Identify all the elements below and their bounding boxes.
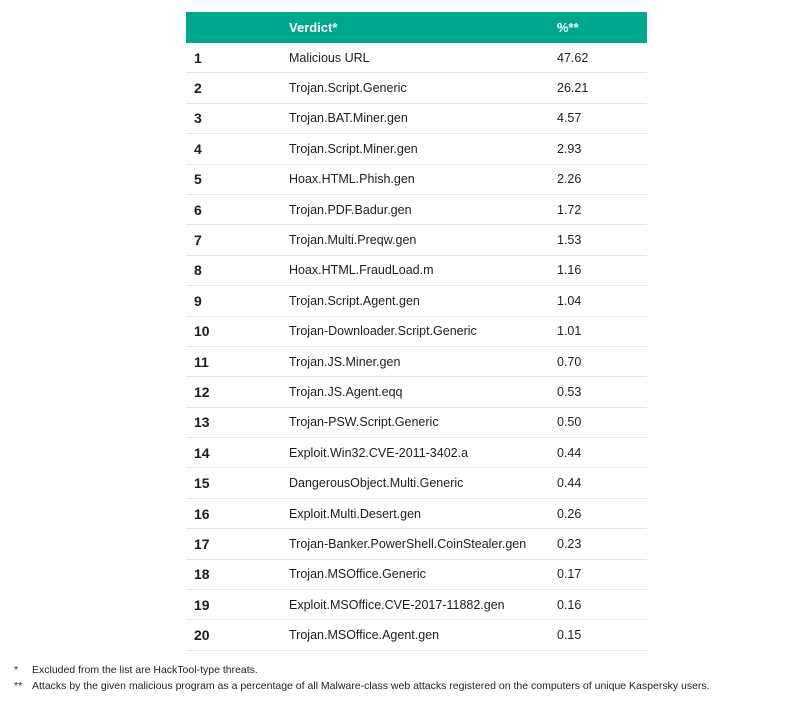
table-row: [186, 438, 647, 468]
table-row: [186, 73, 647, 103]
row-verdict: Exploit.MSOffice.CVE-2017-11882.gen: [289, 590, 557, 620]
row-verdict: Exploit.Win32.CVE-2011-3402.a: [289, 438, 557, 468]
row-rank: 3: [186, 103, 289, 133]
row-rank: 17: [186, 529, 289, 559]
row-rank: 20: [186, 620, 289, 650]
row-rank: 5: [186, 164, 289, 194]
row-verdict: Malicious URL: [289, 43, 557, 73]
row-verdict: Hoax.HTML.Phish.gen: [289, 164, 557, 194]
row-percent: 1.72: [557, 194, 647, 224]
row-percent: 0.44: [557, 438, 647, 468]
row-rank: 11: [186, 346, 289, 376]
row-verdict: Exploit.Multi.Desert.gen: [289, 498, 557, 528]
row-verdict: Trojan-Banker.PowerShell.CoinStealer.gen: [289, 529, 557, 559]
table-row: [186, 377, 647, 407]
table-row: [186, 194, 647, 224]
row-percent: 26.21: [557, 73, 647, 103]
row-percent: 2.93: [557, 134, 647, 164]
row-rank: 9: [186, 286, 289, 316]
row-verdict: Hoax.HTML.FraudLoad.m: [289, 255, 557, 285]
row-verdict: DangerousObject.Multi.Generic: [289, 468, 557, 498]
footnote-mark: **: [14, 680, 23, 692]
row-percent: 0.15: [557, 620, 647, 650]
table-row: [186, 468, 647, 498]
row-rank: 15: [186, 468, 289, 498]
row-verdict: Trojan.Script.Generic: [289, 73, 557, 103]
row-percent: 0.17: [557, 559, 647, 589]
footnotes: [14, 662, 804, 694]
row-verdict: Trojan.Multi.Preqw.gen: [289, 225, 557, 255]
row-rank: 16: [186, 498, 289, 528]
row-rank: 8: [186, 255, 289, 285]
row-rank: 7: [186, 225, 289, 255]
header-rank: [186, 12, 289, 43]
table-row: [186, 43, 647, 73]
row-percent: 0.26: [557, 498, 647, 528]
row-verdict: Trojan.JS.Miner.gen: [289, 346, 557, 376]
table-row: [186, 225, 647, 255]
row-verdict: Trojan.Script.Agent.gen: [289, 286, 557, 316]
table-row: [186, 559, 647, 589]
row-verdict: Trojan-PSW.Script.Generic: [289, 407, 557, 437]
row-percent: 0.44: [557, 468, 647, 498]
table-row: [186, 498, 647, 528]
table-row: [186, 255, 647, 285]
table-row: [186, 620, 647, 650]
row-percent: 1.53: [557, 225, 647, 255]
row-verdict: Trojan.BAT.Miner.gen: [289, 103, 557, 133]
row-rank: 1: [186, 43, 289, 73]
footnote-text: Excluded from the list are HackTool-type threats.: [32, 664, 258, 676]
row-rank: 10: [186, 316, 289, 346]
verdicts-table: [186, 12, 647, 651]
table-row: [186, 103, 647, 133]
row-percent: 0.50: [557, 407, 647, 437]
row-verdict: Trojan.MSOffice.Agent.gen: [289, 620, 557, 650]
table-row: [186, 407, 647, 437]
row-rank: 18: [186, 559, 289, 589]
table-row: [186, 346, 647, 376]
row-rank: 13: [186, 407, 289, 437]
row-verdict: Trojan.Script.Miner.gen: [289, 134, 557, 164]
row-percent: 0.23: [557, 529, 647, 559]
row-verdict: Trojan-Downloader.Script.Generic: [289, 316, 557, 346]
footnote-mark: *: [14, 664, 19, 676]
verdicts-table-container: [186, 12, 647, 651]
row-percent: 0.16: [557, 590, 647, 620]
row-verdict: Trojan.MSOffice.Generic: [289, 559, 557, 589]
row-percent: 0.53: [557, 377, 647, 407]
table-header-row: [186, 12, 647, 43]
row-percent: 1.01: [557, 316, 647, 346]
row-verdict: Trojan.JS.Agent.eqq: [289, 377, 557, 407]
row-rank: 6: [186, 194, 289, 224]
table-body: [186, 43, 647, 650]
header-verdict: Verdict*: [289, 12, 557, 43]
row-percent: 47.62: [557, 43, 647, 73]
row-rank: 4: [186, 134, 289, 164]
table-row: [186, 529, 647, 559]
table-row: [186, 316, 647, 346]
row-rank: 19: [186, 590, 289, 620]
row-rank: 14: [186, 438, 289, 468]
row-percent: 4.57: [557, 103, 647, 133]
row-rank: 2: [186, 73, 289, 103]
footnote: [14, 662, 804, 678]
table-row: [186, 164, 647, 194]
table-row: [186, 590, 647, 620]
table-row: [186, 134, 647, 164]
row-verdict: Trojan.PDF.Badur.gen: [289, 194, 557, 224]
table-row: [186, 286, 647, 316]
header-percent: %**: [557, 12, 647, 43]
footnote-text: Attacks by the given malicious program as a percentage of all Malware-class web attacks registered on the computers of unique Kaspersky users.: [32, 680, 710, 692]
row-percent: 0.70: [557, 346, 647, 376]
footnote: [14, 678, 804, 694]
row-percent: 2.26: [557, 164, 647, 194]
row-percent: 1.16: [557, 255, 647, 285]
row-rank: 12: [186, 377, 289, 407]
row-percent: 1.04: [557, 286, 647, 316]
